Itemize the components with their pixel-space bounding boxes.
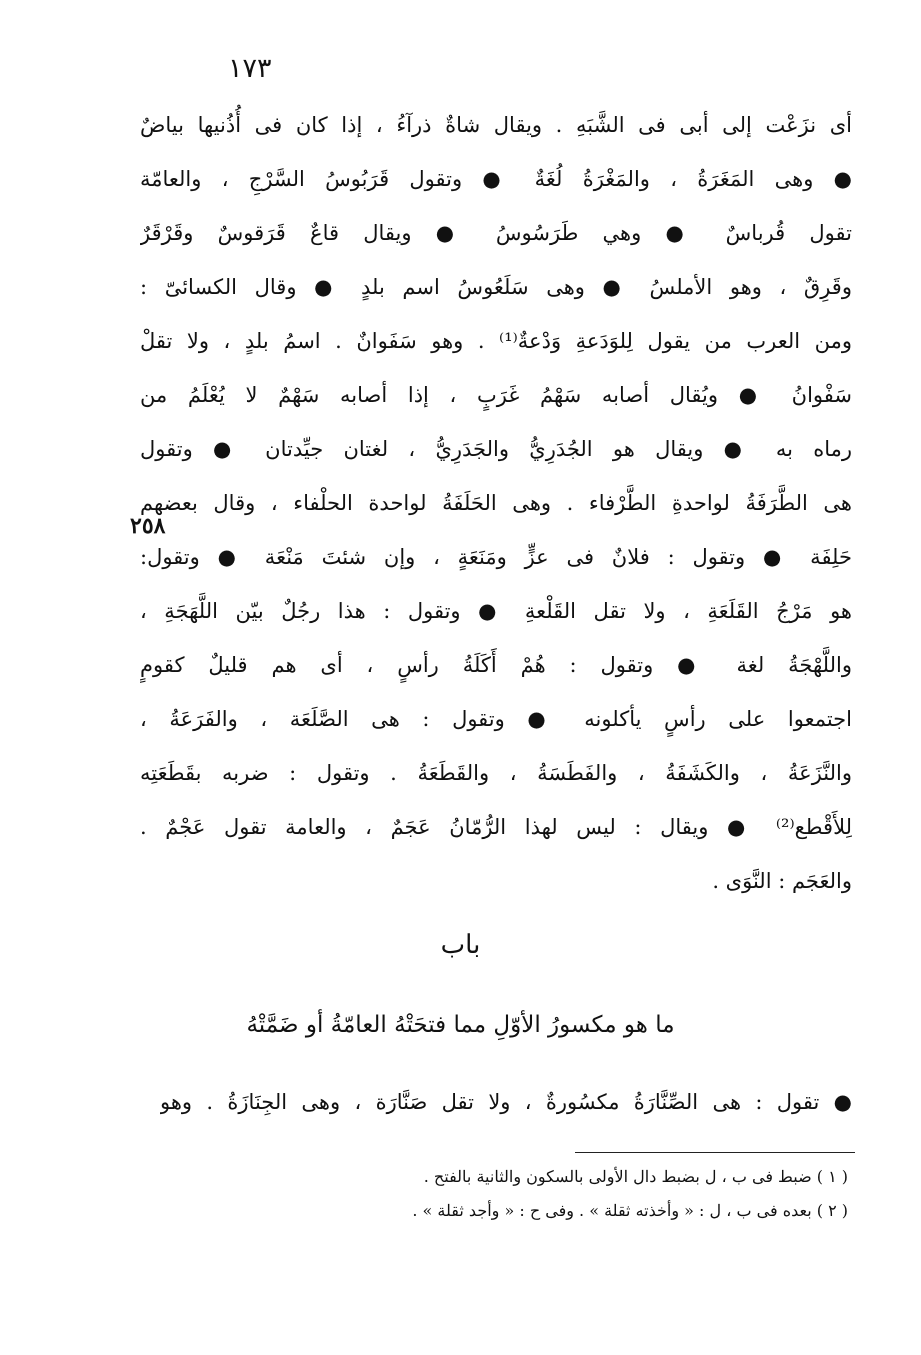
text-line: ومن العرب من يقول لِلوَدَعةِ وَدْعةٌ⁽¹⁾ . وهو سَفَوانٌ . اسمُ بلدٍ ، ولا تقلْ bbox=[140, 329, 852, 353]
text-line: حَلِفَة ● وتقول : فلانٌ فى عزٍّ ومَنَعَةٍ ، وإن شئتَ مَنْعَة ● وتقول: bbox=[140, 545, 852, 569]
body-text bbox=[140, 98, 852, 908]
text-line: هو مَرْجُ القَلَعَةِ ، ولا تقل القَلْعةِ ● وتقول : هذا رجُلٌ بيّن اللَّهَجَةِ ، bbox=[140, 599, 852, 623]
footnote-2: ( ٢ ) بعده فى ب ، ل : « وأخذته ثقلة » . وفى ح : « وأجد ثقلة » . bbox=[412, 1201, 848, 1220]
text-line: هى الطَّرَفَةُ لواحدةِ الطَّرْفاء . وهى الحَلَفَةُ لواحدة الحلْفاء ، وقال بعضهم bbox=[140, 491, 852, 515]
footnote-divider bbox=[575, 1152, 855, 1153]
text-line: أى نزَعْت إلى أبى فى الشَّبَهِ . ويقال شاةٌ ذرآءُ ، إذا كان فى أُذُنيها بياضٌ bbox=[140, 113, 852, 137]
text-line: والعَجَم : النَّوَى . bbox=[712, 869, 852, 893]
text-line: والنَّزَعَةُ ، والكَشَفَةُ ، والفَطَسَةُ ، والقَطَعَةُ . وتقول : ضربه بقَطَعَتِه bbox=[140, 761, 852, 785]
chapter-subtitle: ما هو مكسورُ الأوّلِ مما فتحَتْهُ العامّةُ أو ضَمَّتْهُ bbox=[246, 1012, 675, 1038]
text-line: سَفْوانُ ● ويُقال أصابه سَهْمُ غَرَبٍ ، إذا أصابه سَهْمٌ لا يُعْلَمُ من bbox=[140, 383, 852, 407]
footnotes bbox=[300, 1160, 848, 1228]
text-line: رماه به ● ويقال هو الجُدَرِيُّ والجَدَرِيُّ ، لغتان جيِّدتان ● وتقول bbox=[140, 437, 852, 461]
text-line: لِلأَقْطع⁽²⁾ ● ويقال : ليس لهذا الرُّمّانُ عَجَمٌ ، والعامة تقول عَجْمٌ . bbox=[140, 815, 852, 839]
footnote-1: ( ١ ) ضبط فى ب ، ل بضبط دال الأولى بالسكون والثانية بالفتح . bbox=[423, 1167, 848, 1186]
margin-reference-number: ٢٥٨ bbox=[130, 513, 166, 539]
text-line: واللَّهْجَةُ لغة ● وتقول : هُمْ أَكَلَةُ رأسٍ ، أى هم قليلٌ كقومٍ bbox=[140, 653, 852, 677]
text-line: اجتمعوا على رأسٍ يأكلونه ● وتقول : هى الصَّلَعَة ، والفَرَعَةُ ، bbox=[140, 707, 852, 731]
chapter-heading: باب bbox=[440, 930, 481, 960]
text-line: وقَرِقٌ ، وهو الأملسُ ● وهى سَلَعُوسُ اسم بلدٍ ● وقال الكسائىّ : bbox=[140, 275, 852, 299]
text-line: ● وهى المَغَرَةُ ، والمَغْرَةُ لُغَةٌ ● وتقول قَرَبُوسُ السَّرْجِ ، والعامّة bbox=[140, 167, 852, 191]
page-number: ١٧٣ bbox=[228, 53, 272, 84]
closing-text-line: ● تقول : هى الصِّنَّارَةُ مكسُورةٌ ، ولا تقل صَنَّارَة ، وهى الجِنَازَةُ . وهو bbox=[160, 1090, 852, 1114]
text-line: تقول قُرباسٌ ● وهي طَرَسُوسُ ● ويقال قاعٌ قَرَقوسٌ وقَرْقَرٌ bbox=[140, 221, 852, 245]
